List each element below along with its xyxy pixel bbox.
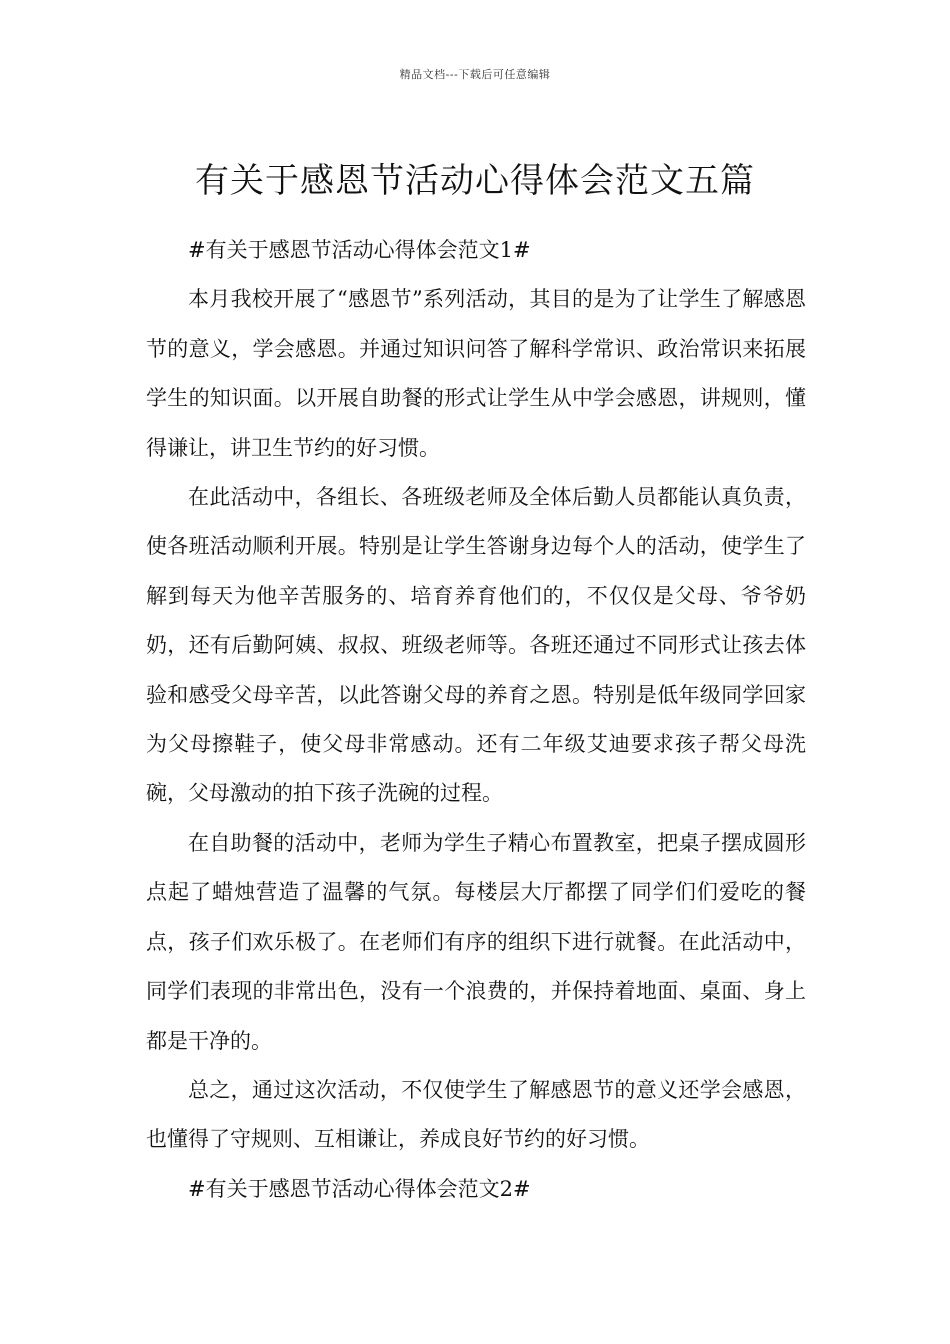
paragraph-4: 总之，通过这次活动，不仅使学生了解感恩节的意义还学会感恩，也懂得了守规则、互相谦让，养成良好节约的好习惯。: [146, 1077, 806, 1152]
paragraph-1: 本月我校开展了“感恩节”系列活动，其目的是为了让学生了解感恩节的意义，学会感恩。并通过知识问答了解科学常识、政治常识来拓展学生的知识面。以开展自助餐的形式让学生从中学会感恩，讲规则，懂得谦让，讲卫生节约的好习惯。: [146, 287, 806, 460]
paragraph-3: 在自助餐的活动中，老师为学生子精心布置教室，把桌子摆成圆形点起了蜡烛营造了温馨的气氛。每楼层大厅都摆了同学们们爱吃的餐点，孩子们欢乐极了。在老师们有序的组织下进行就餐。在此活动中，同学们表现的非常出色，没有一个浪费的，并保持着地面、桌面、身上都是干净的。: [146, 830, 806, 1053]
document-body: [146, 226, 806, 1214]
document-title: 有关于感恩节活动心得体会范文五篇: [195, 160, 755, 201]
section-heading-1: #有关于感恩节活动心得体会范文1#: [188, 238, 531, 262]
header-note: 精品文档---下载后可任意编辑: [399, 68, 551, 81]
paragraph-2: 在此活动中，各组长、各班级老师及全体后勤人员都能认真负责，使各班活动顺利开展。特别是让学生答谢身边每个人的活动，使学生了解到每天为他辛苦服务的、培育养育他们的，不仅仅是父母、爷爷奶奶，还有后勤阿姨、叔叔、班级老师等。各班还通过不同形式让孩去体验和感受父母辛苦，以此答谢父母的养育之恩。特别是低年级同学回家为父母擦鞋子，使父母非常感动。还有二年级艾迪要求孩子帮父母洗碗，父母激动的拍下孩子洗碗的过程。: [146, 485, 806, 806]
section-heading-2: #有关于感恩节活动心得体会范文2#: [188, 1176, 531, 1201]
